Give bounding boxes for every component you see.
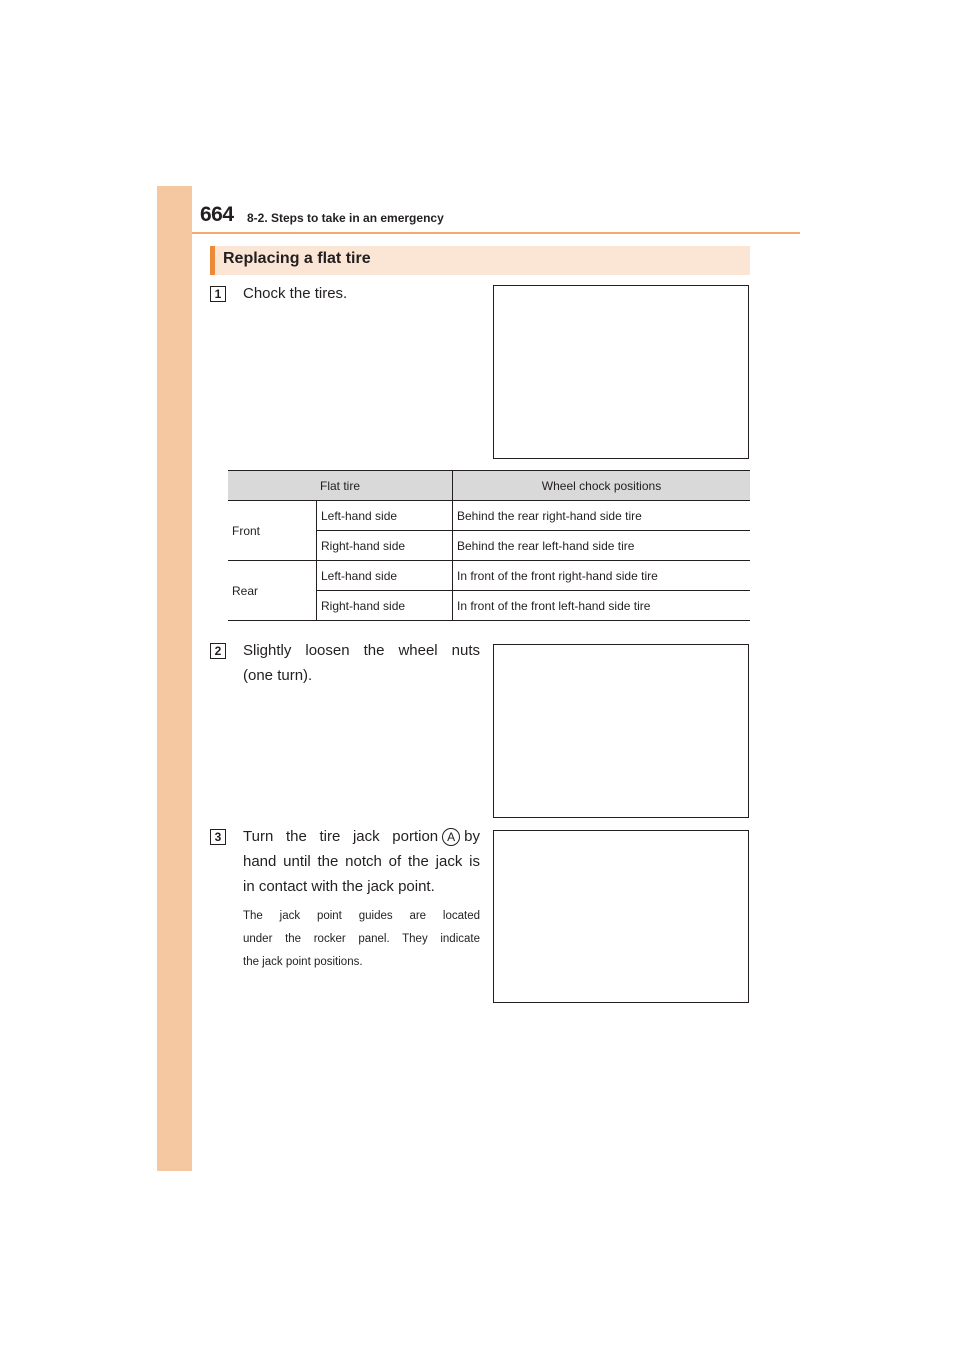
table-row — [228, 501, 750, 531]
table-group-label: Front — [228, 501, 317, 561]
table-cell-side: Right-hand side — [317, 531, 453, 561]
step-3-note — [243, 905, 480, 974]
table-cell-position: In front of the front right-hand side tire — [453, 561, 751, 591]
step-3-text-line-3: in contact with the jack point. — [243, 878, 435, 895]
table-header-flat-tire: Flat tire — [228, 471, 453, 501]
step-3-text-line-1-part-2: by — [464, 828, 480, 845]
chapter-title: 8-2. Steps to take in an emergency — [247, 211, 444, 225]
table-cell-side: Right-hand side — [317, 591, 453, 621]
table-header-row — [228, 471, 750, 501]
table-row — [228, 561, 750, 591]
step-2-illustration — [493, 644, 749, 818]
table-header-chock-positions: Wheel chock positions — [453, 471, 751, 501]
section-title: Replacing a flat tire — [223, 250, 371, 267]
step-3-note-line: under the rocker panel. They indicate — [243, 933, 480, 945]
page-number: 664 — [200, 203, 234, 226]
step-2-text-line-1: Slightly loosen the wheel nuts — [243, 642, 480, 659]
table-cell-side: Left-hand side — [317, 561, 453, 591]
wheel-chock-table — [228, 470, 750, 621]
step-1-badge: 1 — [210, 286, 226, 302]
step-3-text-line-1 — [243, 824, 480, 849]
table-cell-side: Left-hand side — [317, 501, 453, 531]
step-3-illustration — [493, 830, 749, 1003]
step-1-illustration — [493, 285, 749, 459]
section-accent — [210, 246, 215, 275]
step-2-text-line-2: (one turn). — [243, 667, 313, 684]
section-heading — [210, 246, 750, 275]
step-3-text-line-2: hand until the notch of the jack is — [243, 853, 480, 870]
header-rule — [192, 232, 800, 234]
step-3-note-line: the jack point positions. — [243, 956, 363, 968]
callout-a-icon: A — [442, 828, 460, 846]
side-tab — [157, 186, 192, 1171]
table-cell-position: Behind the rear right-hand side tire — [453, 501, 751, 531]
table-cell-position: Behind the rear left-hand side tire — [453, 531, 751, 561]
step-3-note-line: The jack point guides are located — [243, 910, 480, 922]
table-cell-position: In front of the front left-hand side tire — [453, 591, 751, 621]
step-3-text-line-1-part-1: Turn the tire jack portion — [243, 828, 439, 845]
step-1-text: Chock the tires. — [243, 285, 348, 302]
step-3-badge: 3 — [210, 829, 226, 845]
table-group-label: Rear — [228, 561, 317, 621]
step-2-badge: 2 — [210, 643, 226, 659]
